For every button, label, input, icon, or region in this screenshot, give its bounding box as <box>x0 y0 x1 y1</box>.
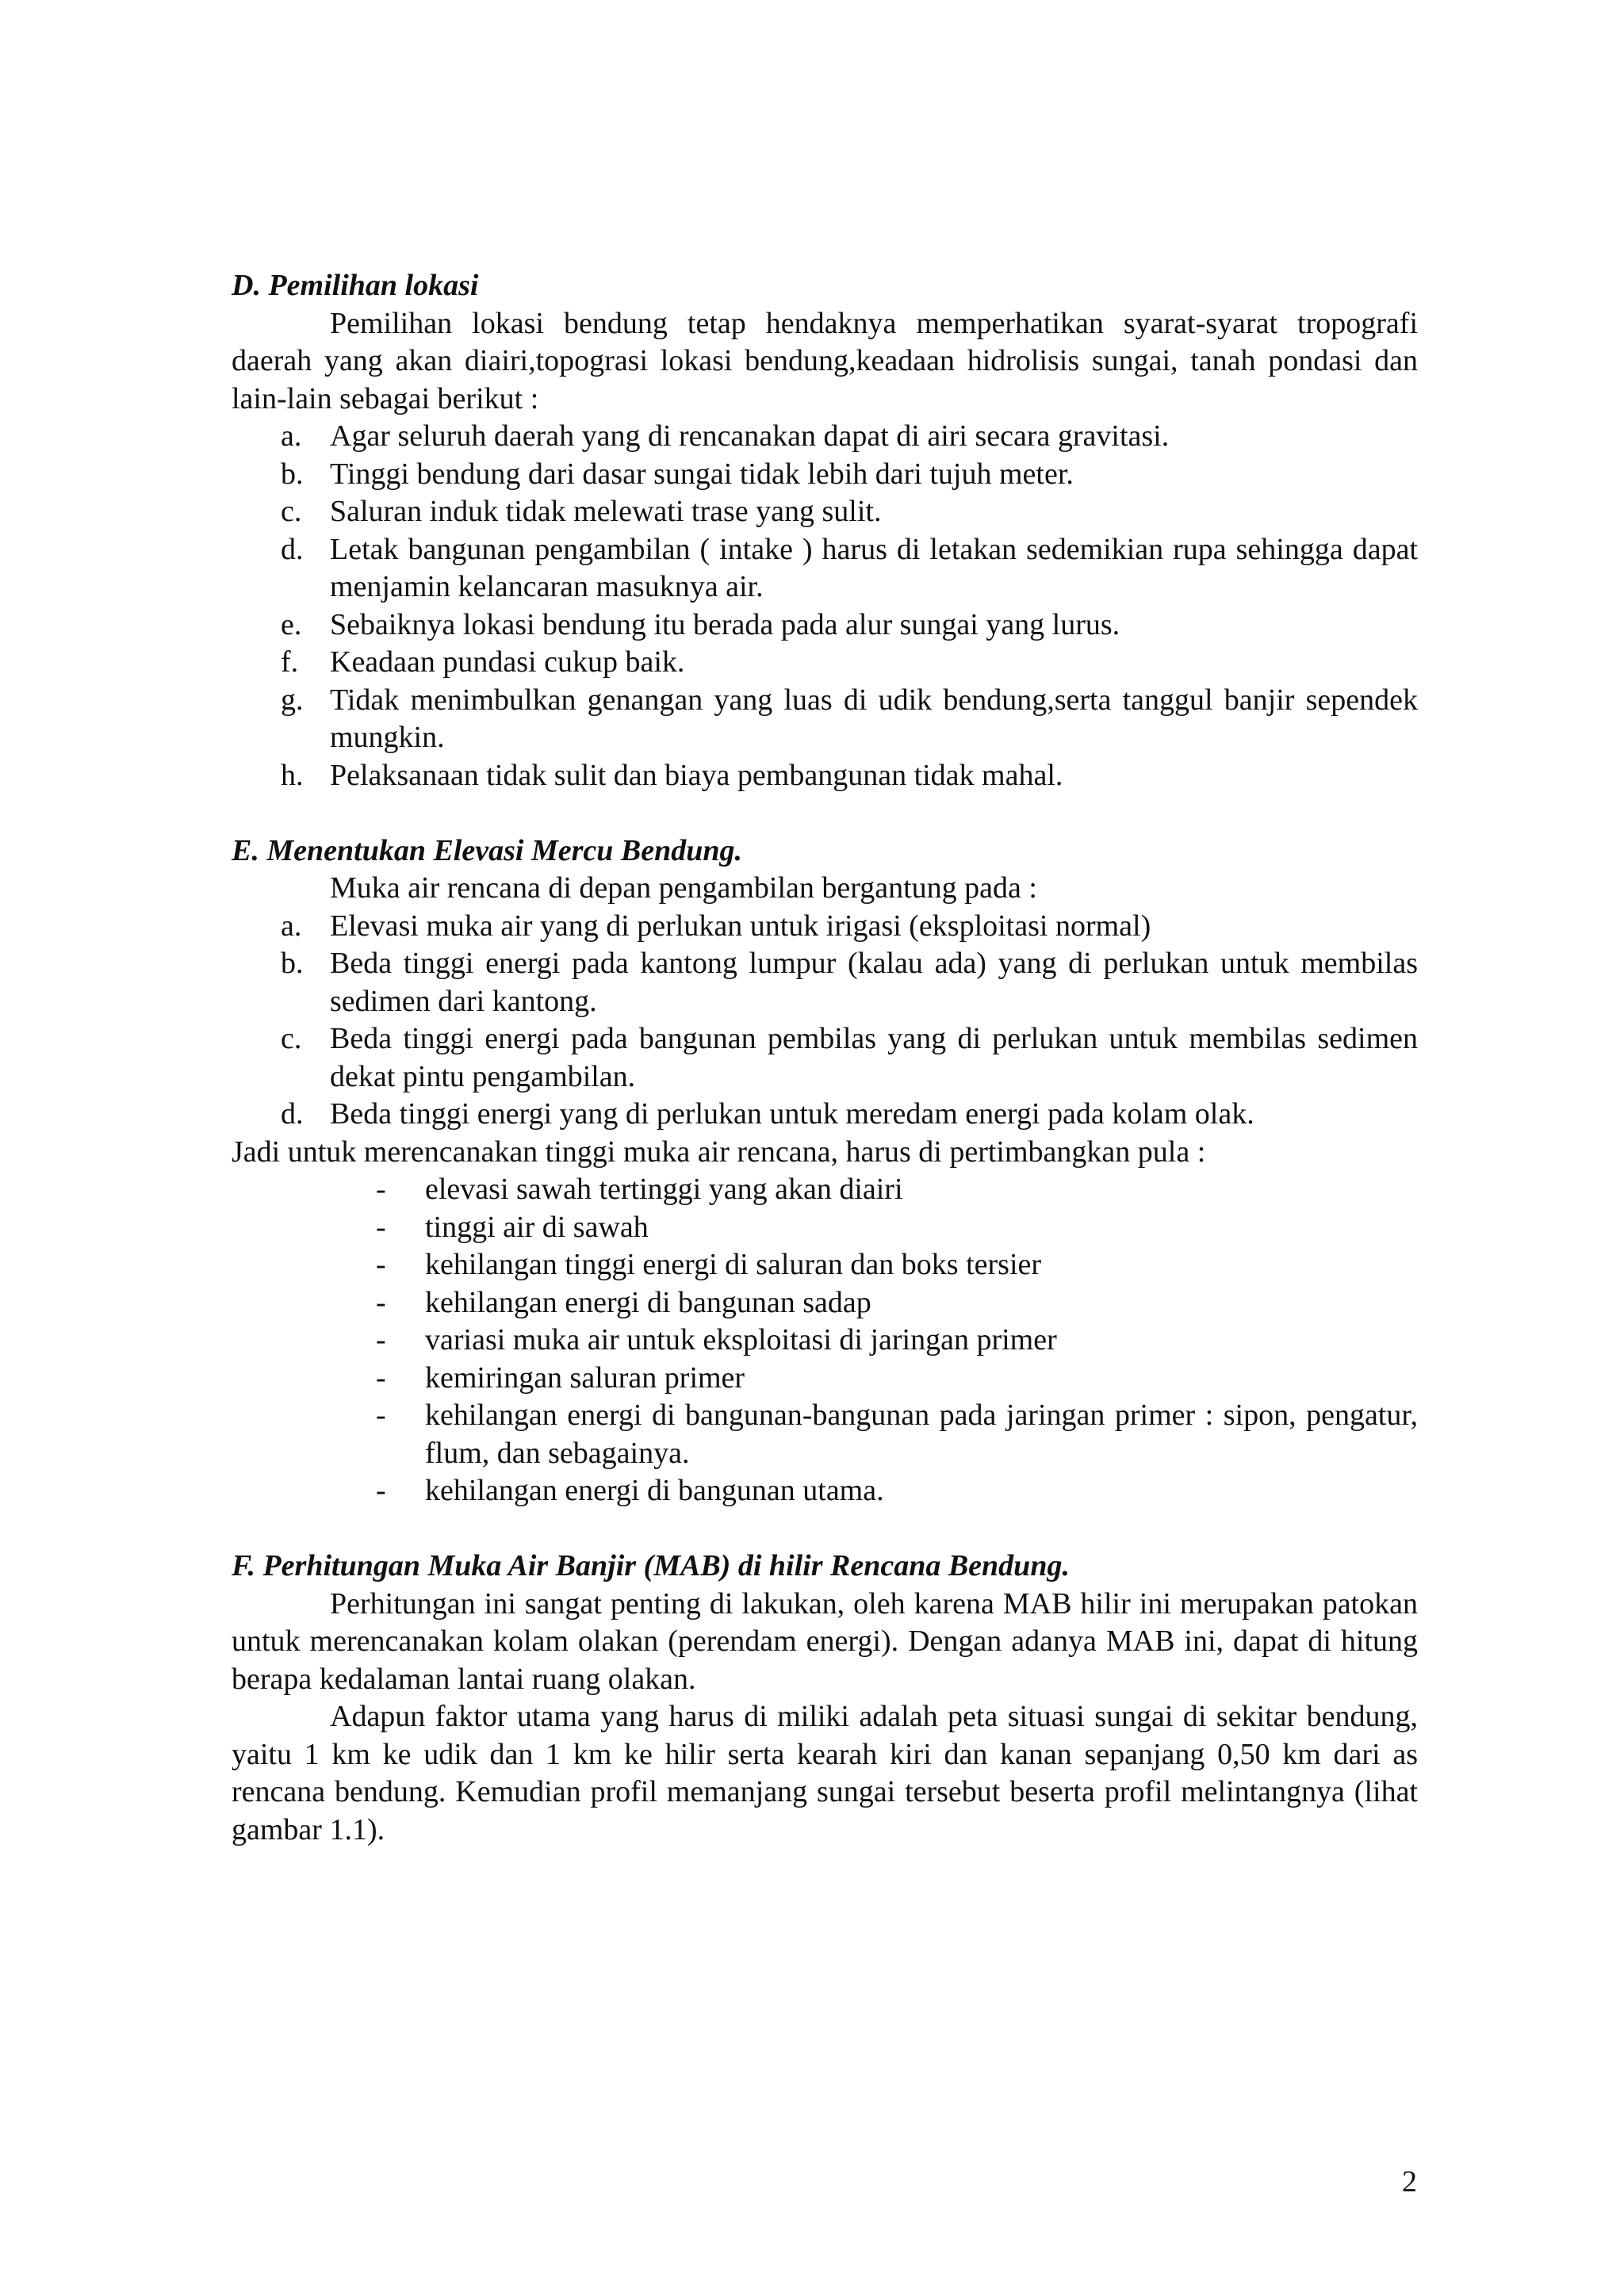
dash-marker: - <box>376 1173 386 1206</box>
list-marker: b. <box>281 947 304 980</box>
section-d-list <box>232 418 1418 794</box>
dash-item <box>376 1322 1418 1360</box>
list-item <box>281 1020 1418 1096</box>
list-marker: e. <box>281 607 302 641</box>
dash-marker: - <box>376 1399 386 1432</box>
list-item <box>281 607 1418 645</box>
list-marker: a. <box>281 909 302 943</box>
list-item <box>281 418 1418 456</box>
dash-item-text: kehilangan energi di bangunan utama. <box>425 1474 884 1507</box>
list-marker: c. <box>281 495 302 528</box>
dash-marker: - <box>376 1474 386 1507</box>
dash-item-text: kehilangan tinggi energi di saluran dan boks tersier <box>425 1248 1042 1281</box>
list-marker: a. <box>281 419 302 453</box>
dash-marker: - <box>376 1323 386 1357</box>
list-item <box>281 531 1418 607</box>
list-item-text: Keadaan pundasi cukup baik. <box>330 645 685 679</box>
dash-item <box>376 1246 1418 1284</box>
dash-item-text: kemiringan saluran primer <box>425 1360 745 1395</box>
list-item-text: Tinggi bendung dari dasar sungai tidak lebih dari tujuh meter. <box>330 457 1074 491</box>
list-item-text: Letak bangunan pengambilan ( intake ) harus di letakan sedemikian rupa sehingga dapat menjamin kelancaran masuknya air. <box>330 532 1418 603</box>
list-item-text: Elevasi muka air yang di perlukan untuk irigasi (eksploitasi normal) <box>330 909 1151 943</box>
dash-marker: - <box>376 1360 386 1395</box>
list-item <box>281 945 1418 1020</box>
document-body <box>232 267 1418 1849</box>
section-spacer <box>232 794 1418 832</box>
list-item-text: Agar seluruh daerah yang di rencanakan dapat di airi secara gravitasi. <box>330 419 1170 453</box>
section-heading-d: D. Pemilihan lokasi <box>232 269 479 302</box>
section-e-list <box>232 908 1418 1134</box>
dash-item <box>376 1397 1418 1472</box>
list-item <box>281 644 1418 682</box>
dash-item-text: elevasi sawah tertinggi yang akan diairi <box>425 1173 903 1206</box>
list-item-text: Beda tinggi energi pada kantong lumpur (kalau ada) yang di perlukan untuk membilas sedimen dari kantong. <box>330 947 1418 1018</box>
list-item <box>281 456 1418 494</box>
dash-item <box>376 1284 1418 1322</box>
section-spacer <box>232 1510 1418 1548</box>
dash-item-text: kehilangan energi di bangunan sadap <box>425 1285 871 1319</box>
section-e-followup: Jadi untuk merencanakan tinggi muka air rencana, harus di pertimbangkan pula : <box>232 1135 1206 1169</box>
dash-item <box>376 1209 1418 1247</box>
list-item <box>281 682 1418 757</box>
section-e-dash-list <box>232 1171 1418 1510</box>
dash-item-text: kehilangan energi di bangunan-bangunan pada jaringan primer : sipon, pengatur, flum, dan sebagainya. <box>425 1399 1418 1470</box>
section-heading-f: F. Perhitungan Muka Air Banjir (MAB) di hilir Rencana Bendung. <box>232 1549 1070 1582</box>
list-item-text: Beda tinggi energi pada bangunan pembilas yang di perlukan untuk membilas sedimen dekat pintu pengambilan. <box>330 1022 1418 1093</box>
list-marker: f. <box>281 645 299 679</box>
list-item <box>281 757 1418 795</box>
list-marker: g. <box>281 683 304 717</box>
list-item-text: Sebaiknya lokasi bendung itu berada pada alur sungai yang lurus. <box>330 607 1120 641</box>
list-item-text: Tidak menimbulkan genangan yang luas di udik bendung,serta tanggul banjir sependek mungkin. <box>330 683 1418 754</box>
section-heading-e: E. Menentukan Elevasi Mercu Bendung. <box>232 833 742 867</box>
list-marker: b. <box>281 457 304 491</box>
list-marker: d. <box>281 532 304 566</box>
dash-item <box>376 1360 1418 1398</box>
list-marker: h. <box>281 758 304 792</box>
list-item-text: Pelaksanaan tidak sulit dan biaya pembangunan tidak mahal. <box>330 758 1063 792</box>
list-item <box>281 493 1418 531</box>
list-marker: c. <box>281 1022 302 1055</box>
list-marker: d. <box>281 1097 304 1131</box>
list-item-text: Saluran induk tidak melewati trase yang sulit. <box>330 495 882 528</box>
section-f-paragraph-1: Perhitungan ini sangat penting di lakukan, oleh karena MAB hilir ini merupakan patokan untuk merencanakan kolam olakan (perendam energi). Dengan adanya MAB ini, dapat di hitung berapa kedalaman lantai ruang olakan. <box>232 1586 1418 1696</box>
dash-item-text: variasi muka air untuk eksploitasi di jaringan primer <box>425 1323 1057 1357</box>
section-d-intro: Pemilihan lokasi bendung tetap hendaknya memperhatikan syarat-syarat tropografi daerah yang akan diairi,topograsi lokasi bendung,keadaan hidrolisis sungai, tanah pondasi dan lain-lain sebagai berikut : <box>232 306 1418 415</box>
dash-marker: - <box>376 1210 386 1244</box>
list-item <box>281 1096 1418 1134</box>
dash-marker: - <box>376 1248 386 1281</box>
dash-marker: - <box>376 1285 386 1319</box>
section-f-paragraph-2: Adapun faktor utama yang harus di miliki adalah peta situasi sungai di sekitar bendung, yaitu 1 km ke udik dan 1 km ke hilir serta kearah kiri dan kanan sepanjang 0,50 km dari as rencana bendung. Kemudian profil memanjang sungai tersebut beserta profil melintangnya (lihat gambar 1.1). <box>232 1700 1418 1846</box>
page-number: 2 <box>1402 2165 1417 2198</box>
dash-item-text: tinggi air di sawah <box>425 1210 649 1244</box>
dash-item <box>376 1472 1418 1510</box>
dash-item <box>376 1171 1418 1209</box>
section-e-intro: Muka air rencana di depan pengambilan bergantung pada : <box>330 871 1037 905</box>
list-item-text: Beda tinggi energi yang di perlukan untuk meredam energi pada kolam olak. <box>330 1097 1254 1131</box>
list-item <box>281 908 1418 946</box>
